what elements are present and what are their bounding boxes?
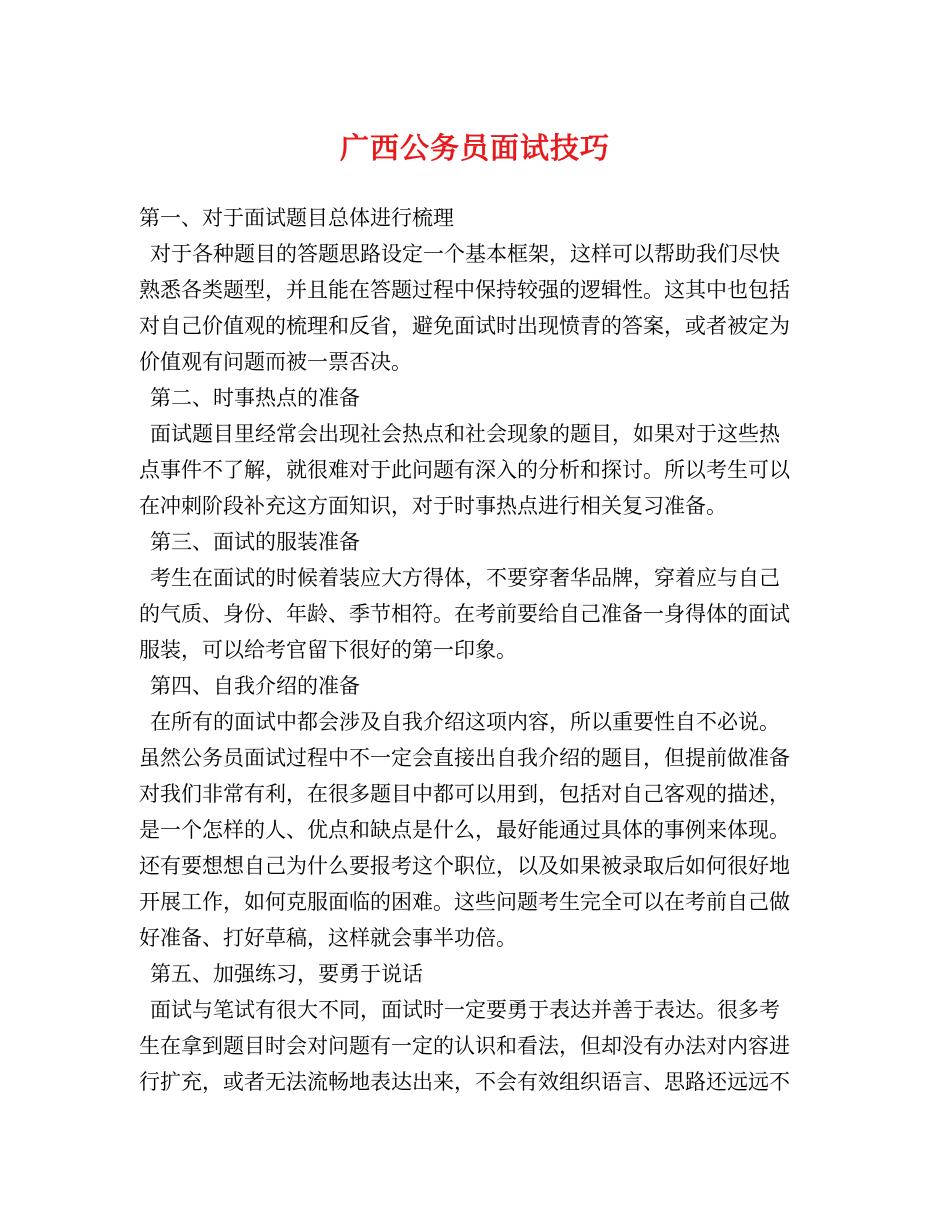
paragraph-line: 还有要想想自己为什么要报考这个职位，以及如果被录取后如何很好地 (139, 854, 790, 878)
paragraph-line: 面试题目里经常会出现社会热点和社会现象的题目，如果对于这些热 (150, 422, 780, 446)
paragraph-line: 在冲刺阶段补充这方面知识，对于时事热点进行相关复习准备。 (139, 494, 727, 518)
paragraph-line: 行扩充，或者无法流畅地表达出来，不会有效组织语言、思路还远远不 (139, 1070, 790, 1094)
paragraph-line: 价值观有问题而被一票否决。 (139, 350, 412, 374)
paragraph-line: 生在拿到题目时会对问题有一定的认识和看法，但却没有办法对内容进 (139, 1034, 790, 1058)
paragraph-line: 的气质、身份、年龄、季节相符。在考前要给自己准备一身得体的面试 (139, 602, 790, 626)
paragraph-line: 熟悉各类题型，并且能在答题过程中保持较强的逻辑性。这其中也包括 (139, 278, 790, 302)
paragraph-line: 考生在面试的时候着装应大方得体，不要穿奢华品牌，穿着应与自己 (150, 566, 780, 590)
paragraph-line: 点事件不了解，就很难对于此问题有深入的分析和探讨。所以考生可以 (139, 458, 790, 482)
paragraph-line: 虽然公务员面试过程中不一定会直接出自我介绍的题目，但提前做准备 (139, 746, 790, 770)
paragraph-line: 开展工作，如何克服面临的困难。这些问题考生完全可以在考前自己做 (139, 890, 790, 914)
paragraph-line: 是一个怎样的人、优点和缺点是什么，最好能通过具体的事例来体现。 (139, 818, 790, 842)
paragraph-line: 对我们非常有利，在很多题目中都可以用到，包括对自己客观的描述， (139, 782, 790, 806)
paragraph-line: 服装，可以给考官留下很好的第一印象。 (139, 638, 517, 662)
section-heading: 第二、时事热点的准备 (150, 386, 360, 410)
paragraph-line: 对于各种题目的答题思路设定一个基本框架，这样可以帮助我们尽快 (150, 242, 780, 266)
section-heading: 第一、对于面试题目总体进行梳理 (139, 206, 454, 230)
section-heading: 第三、面试的服装准备 (150, 530, 360, 554)
paragraph-line: 好准备、打好草稿，这样就会事半功倍。 (139, 926, 517, 950)
section-heading: 第四、自我介绍的准备 (150, 674, 360, 698)
paragraph-line: 对自己价值观的梳理和反省，避免面试时出现愤青的答案，或者被定为 (139, 314, 790, 338)
section-heading: 第五、加强练习，要勇于说话 (150, 962, 423, 986)
document-body (139, 200, 829, 1100)
document-title: 广西公务员面试技巧 (339, 131, 610, 165)
paragraph-line: 在所有的面试中都会涉及自我介绍这项内容，所以重要性自不必说。 (150, 710, 780, 734)
paragraph-line: 面试与笔试有很大不同，面试时一定要勇于表达并善于表达。很多考 (150, 998, 780, 1022)
